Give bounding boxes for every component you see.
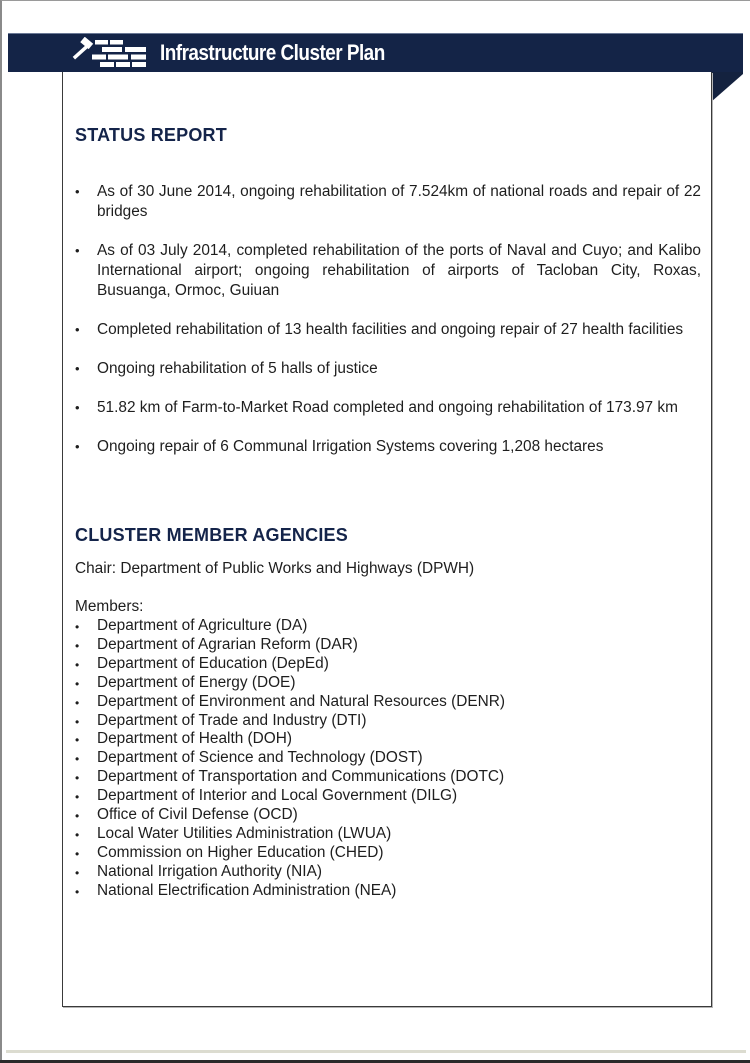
status-item: • As of 03 July 2014, completed rehabilitation of the ports of Naval and Cuyo; and Kalibo International airport; ongoing rehabilitation of airports of Tacloban City, Roxas, Busuanga, Ormoc, Guiuan xyxy=(75,242,701,299)
bullet-icon: • xyxy=(75,657,80,672)
hammer-bricks-icon xyxy=(70,37,148,71)
status-item: • 51.82 km of Farm-to-Market Road completed and ongoing rehabilitation of 173.97 km xyxy=(75,399,678,416)
member-item: • Department of Science and Technology (DOST) xyxy=(75,749,505,768)
member-item: • Department of Health (DOH) xyxy=(75,730,505,749)
bottom-rule xyxy=(6,1050,746,1053)
bullet-icon: • xyxy=(75,184,80,199)
status-report-heading: STATUS REPORT xyxy=(75,125,227,145)
status-item: • Ongoing repair of 6 Communal Irrigation Systems covering 1,208 hectares xyxy=(75,438,604,455)
bullet-icon: • xyxy=(75,638,80,653)
bullet-icon: • xyxy=(75,243,80,258)
bullet-icon: • xyxy=(75,865,80,880)
member-item: • National Electrification Administration (NEA) xyxy=(75,882,505,901)
member-item: • Department of Environment and Natural Resources (DENR) xyxy=(75,693,505,712)
bullet-icon: • xyxy=(75,439,80,454)
member-item: • Department of Agrarian Reform (DAR) xyxy=(75,636,505,655)
members-label: Members: xyxy=(75,598,144,615)
bullet-icon: • xyxy=(75,322,80,337)
chair-agency: Chair: Department of Public Works and Highways (DPWH) xyxy=(75,560,475,577)
member-item: • Department of Education (DepEd) xyxy=(75,655,505,674)
member-item: • Department of Interior and Local Government (DILG) xyxy=(75,787,505,806)
bullet-icon: • xyxy=(75,790,80,805)
member-item: • Department of Energy (DOE) xyxy=(75,674,505,693)
bullet-icon: • xyxy=(75,400,80,415)
member-item: • Department of Transportation and Communications (DOTC) xyxy=(75,768,505,787)
bullet-icon: • xyxy=(75,620,80,634)
member-item: • Local Water Utilities Administration (LWUA) xyxy=(75,825,505,844)
bullet-icon: • xyxy=(75,846,80,861)
member-item: • National Irrigation Authority (NIA) xyxy=(75,863,505,882)
bullet-icon: • xyxy=(75,676,80,691)
bullet-icon: • xyxy=(75,361,80,376)
member-item: • Department of Trade and Industry (DTI) xyxy=(75,712,505,731)
bullet-icon: • xyxy=(75,752,80,767)
corner-fold xyxy=(711,72,743,102)
cluster-members-heading: CLUSTER MEMBER AGENCIES xyxy=(75,525,348,545)
bullet-icon: • xyxy=(75,771,80,786)
bullet-icon: • xyxy=(75,714,80,729)
bullet-icon: • xyxy=(75,809,80,824)
bullet-icon: • xyxy=(75,884,80,899)
status-item: • As of 30 June 2014, ongoing rehabilitation of 7.524km of national roads and repair of 22 bridges xyxy=(75,183,701,220)
member-item: • Department of Agriculture (DA) xyxy=(75,617,505,636)
bullet-icon: • xyxy=(75,733,80,748)
status-item: • Ongoing rehabilitation of 5 halls of justice xyxy=(75,360,378,377)
document-title: Infrastructure Cluster Plan xyxy=(160,40,385,65)
status-item: • Completed rehabilitation of 13 health facilities and ongoing repair of 27 health facilities xyxy=(75,321,684,338)
member-agency-list xyxy=(75,617,505,901)
bullet-icon: • xyxy=(75,827,80,842)
member-item: • Commission on Higher Education (CHED) xyxy=(75,844,505,863)
member-item: • Office of Civil Defense (OCD) xyxy=(75,806,505,825)
bullet-icon: • xyxy=(75,695,80,710)
status-report-list xyxy=(75,182,701,476)
